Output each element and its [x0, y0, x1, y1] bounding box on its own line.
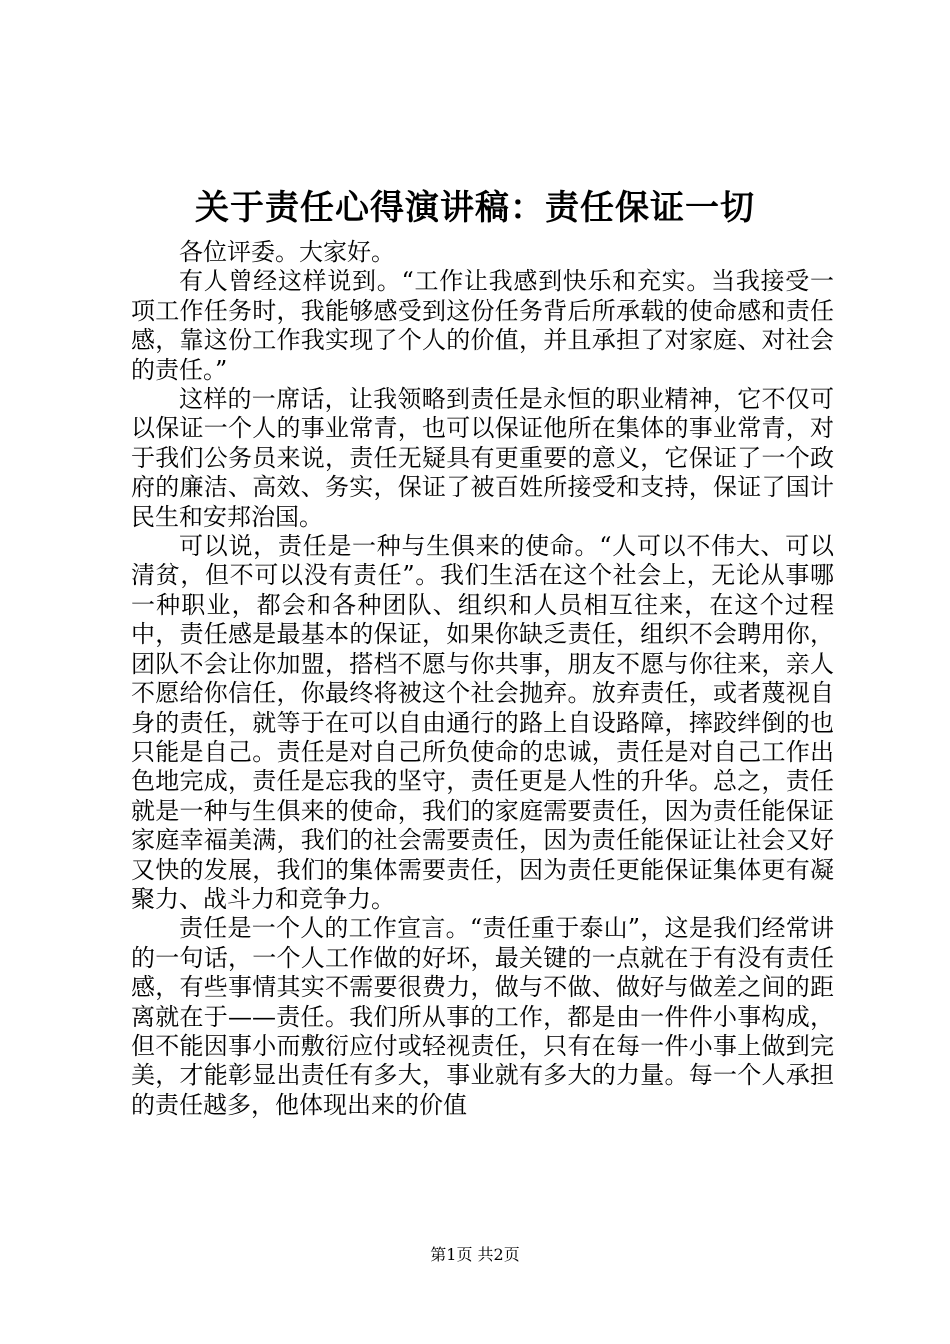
paragraph-innate-mission: 可以说，责任是一种与生俱来的使命。“人可以不伟大、可以清贫，但不可以没有责任”。我们生活在这个社会上，无论从事哪一种职业，都会和各种团队、组织和人员相互往来，在这个过程中，责任感是最基本的保证，如果你缺乏责任，组织不会聘用你，团队不会让你加盟，搭档不愿与你共事，朋友不愿与你往来，亲人不愿给你信任，你最终将被这个社会抛弃。放弃责任，或者蔑视自身的责任，就等于在可以自由通行的路上自设路障，摔跤绊倒的也只能是自己。责任是对自己所负使命的忠诚，责任是对自己工作出色地完成，责任是忘我的坚守，责任更是人性的升华。总之，责任就是一种与生俱来的使命，我们的家庭需要责任，因为责任能保证家庭幸福美满，我们的社会需要责任，因为责任能保证让社会又好又快的发展，我们的集体需要责任，因为责任更能保证集体更有凝聚力、战斗力和竞争力。: [131, 532, 834, 913]
paragraph-work-declaration: 责任是一个人的工作宣言。“责任重于泰山”，这是我们经常讲的一句话，一个人工作做的好坏，最关键的一点就在于有没有责任感，有些事情其实不需要很费力，做与不做、做好与做差之间的距离就在于——责任。我们所从事的工作，都是由一件件小事构成，但不能因事小而敷衍应付或轻视责任，只有在每一件小事上做到完美，才能彰显出责任有多大，事业就有多大的力量。每一个人承担的责任越多，他体现出来的价值: [131, 914, 834, 1119]
page-footer: 第1页 共2页: [430, 1245, 520, 1264]
paragraph-quote: 有人曾经这样说到。“工作让我感到快乐和充实。当我接受一项工作任务时，我能够感受到这份任务背后所承载的使命感和责任感，靠这份工作我实现了个人的价值，并且承担了对家庭、对社会的责任。”: [131, 267, 834, 384]
paragraph-professional-spirit: 这样的一席话，让我领略到责任是永恒的职业精神，它不仅可以保证一个人的事业常青，也可以保证他所在集体的事业常青，对于我们公务员来说，责任无疑具有更重要的意义，它保证了一个政府的廉洁、高效、务实，保证了被百姓所接受和支持，保证了国计民生和安邦治国。: [131, 385, 834, 531]
document-title: 关于责任心得演讲稿：责任保证一切: [195, 188, 755, 228]
paragraph-greeting: 各位评委。大家好。: [179, 238, 395, 266]
document-body: [131, 238, 834, 1120]
